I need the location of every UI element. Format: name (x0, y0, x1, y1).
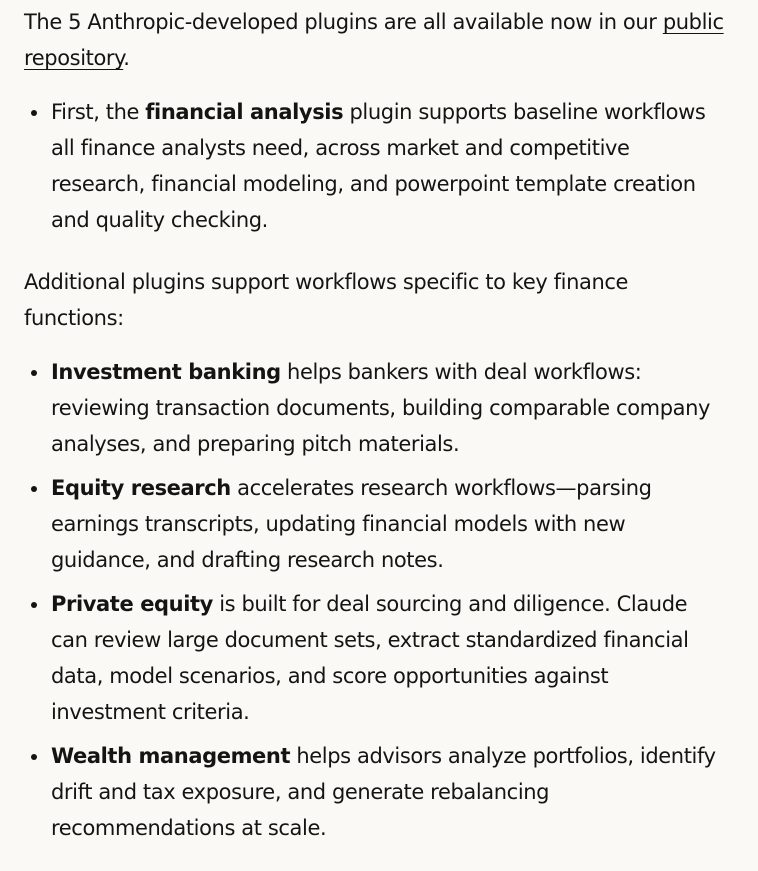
plugin-description: helps advisors analyze portfolios, identify drift and tax exposure, and generate rebalancing recommendations at scale. (51, 744, 716, 840)
plugin-list (24, 354, 728, 846)
list-item-private-equity (24, 586, 728, 730)
bullet-icon (31, 486, 37, 492)
list-item-prefix: First, the (51, 100, 146, 124)
first-plugin-list (24, 94, 728, 238)
list-item-wealth-management (24, 738, 728, 846)
plugin-name: Investment banking (51, 360, 281, 384)
intro-text-end: . (123, 46, 130, 70)
plugin-description: helps bankers with deal workflows: reviewing transaction documents, building comparable company analyses, and preparing pitch materials. (51, 360, 711, 456)
list-item-investment-banking (24, 354, 728, 462)
list-item-financial-analysis (24, 94, 728, 238)
plugin-name: Equity research (51, 476, 231, 500)
plugin-name: Wealth management (51, 744, 291, 768)
bullet-icon (31, 110, 37, 116)
bullet-icon (31, 754, 37, 760)
intro-text: The 5 Anthropic-developed plugins are all available now in our (24, 10, 663, 34)
additional-plugins-paragraph (24, 264, 728, 336)
list-item-equity-research (24, 470, 728, 578)
public-repository-link[interactable]: public repository (24, 10, 724, 70)
bullet-icon (31, 602, 37, 608)
additional-text: Additional plugins support workflows specific to key finance functions: (24, 270, 629, 330)
plugin-description: plugin supports baseline workflows all finance analysts need, across market and competitive research, financial modeling, and powerpoint template creation and quality checking. (51, 100, 706, 232)
plugin-name: financial analysis (145, 100, 344, 124)
plugin-description: is built for deal sourcing and diligence. Claude can review large document sets, extract standardized financial data, model scenarios, and score opportunities against investment criteria. (51, 592, 689, 724)
plugin-description: accelerates research workflows—parsing earnings transcripts, updating financial models with new guidance, and drafting research notes. (51, 476, 652, 572)
intro-paragraph (24, 4, 728, 76)
plugin-name: Private equity (51, 592, 213, 616)
bullet-icon (31, 370, 37, 376)
